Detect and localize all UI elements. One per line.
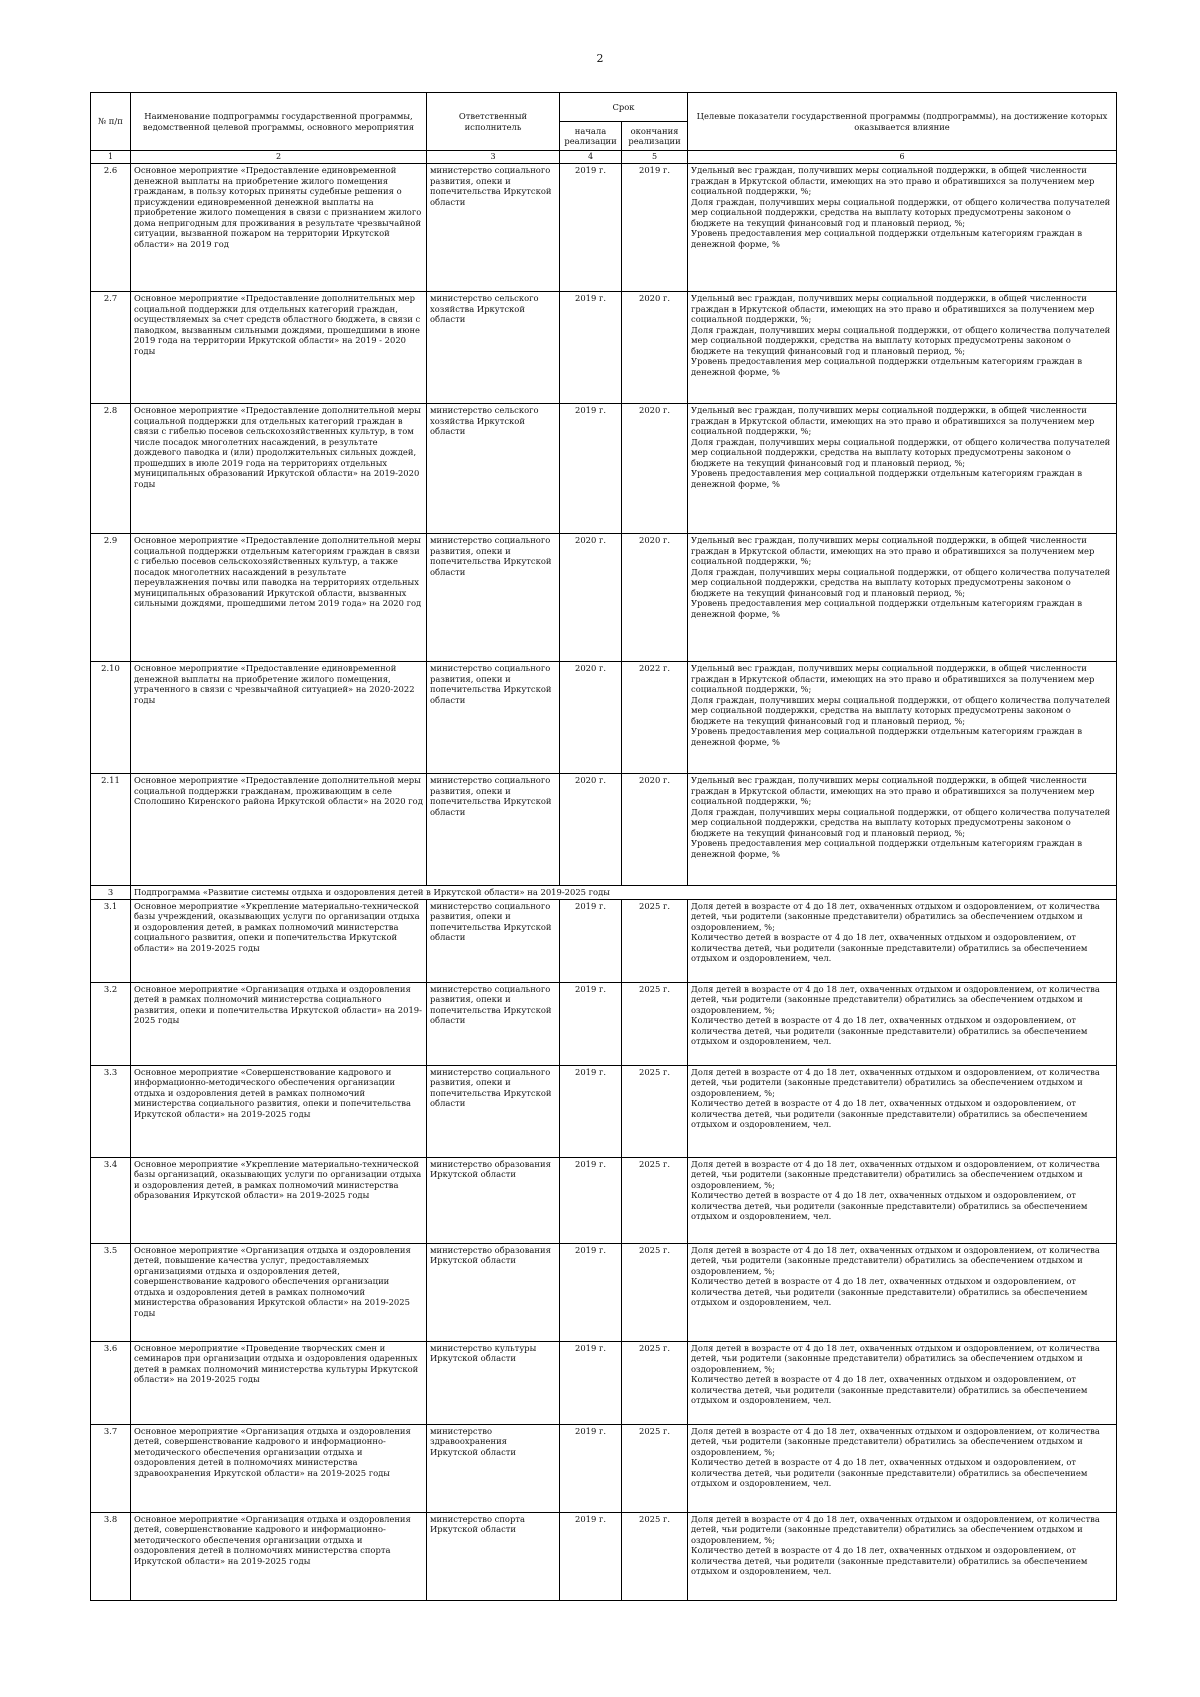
table-row xyxy=(91,774,1117,886)
row-indicators xyxy=(688,1341,1117,1424)
row-indicators xyxy=(688,1424,1117,1512)
indicator-text: Уровень предоставления мер социальной поддержки отдельным категориям граждан в денежной форме, % xyxy=(691,726,1083,747)
row-number: 2.7 xyxy=(91,292,131,404)
row-start-year: 2019 г. xyxy=(560,1065,622,1157)
row-indicators xyxy=(688,899,1117,982)
header-name: Наименование подпрограммы государственной программы, ведомственной целевой программы, основного мероприятия xyxy=(131,93,427,151)
row-end-year: 2020 г. xyxy=(622,292,688,404)
section-number: 3 xyxy=(91,886,131,900)
row-indicators xyxy=(688,982,1117,1065)
subprogram-3-rows xyxy=(91,899,1117,1600)
row-activity-name: Основное мероприятие «Организация отдыха и оздоровления детей, совершенствование кадрового и информационно-методического обеспечения организации отдыха и оздоровления детей в полномочиях министерства спорта Иркутской области» на 2019-2025 годы xyxy=(131,1512,427,1600)
row-end-year: 2025 г. xyxy=(622,1243,688,1341)
subprogram-2-rows xyxy=(91,164,1117,886)
column-number-row xyxy=(91,151,1117,164)
column-number: 4 xyxy=(560,151,622,164)
row-start-year: 2019 г. xyxy=(560,404,622,534)
row-activity-name: Основное мероприятие «Организация отдыха и оздоровления детей, совершенствование кадрового и информационно-методического обеспечения организации отдыха и оздоровления детей в полномочиях министерства здравоохранения Иркутской области» на 2019-2025 годы xyxy=(131,1424,427,1512)
row-indicators xyxy=(688,1157,1117,1243)
indicator-text: Доля детей в возрасте от 4 до 18 лет, охваченных отдыхом и оздоровлением, от количества детей, чьи родители (законные представители) обратились за обеспечением отдыхом и оздоровлением, %; xyxy=(691,1244,1100,1276)
column-number: 6 xyxy=(688,151,1117,164)
table-row xyxy=(91,292,1117,404)
section-title: Подпрограмма «Развитие системы отдыха и оздоровления детей в Иркутской области» на 2019-2025 годы xyxy=(131,886,1117,900)
row-executor: министерство социального развития, опеки и попечительства Иркутской области xyxy=(427,982,560,1065)
row-start-year: 2019 г. xyxy=(560,1512,622,1600)
row-executor: министерство социального развития, опеки и попечительства Иркутской области xyxy=(427,899,560,982)
row-indicators xyxy=(688,1512,1117,1600)
row-number: 2.9 xyxy=(91,534,131,662)
row-activity-name: Основное мероприятие «Предоставление единовременной денежной выплаты на приобретение жилого помещения, утраченного в связи с чрезвычайной ситуацией» на 2020-2022 годы xyxy=(131,662,427,774)
row-executor: министерство сельского хозяйства Иркутской области xyxy=(427,404,560,534)
column-number: 1 xyxy=(91,151,131,164)
row-start-year: 2019 г. xyxy=(560,1341,622,1424)
indicator-text: Доля детей в возрасте от 4 до 18 лет, охваченных отдыхом и оздоровлением, от количества детей, чьи родители (законные представители) обратились за обеспечением отдыхом и оздоровлением, %; xyxy=(691,1342,1100,1374)
row-start-year: 2019 г. xyxy=(560,899,622,982)
indicator-text: Удельный вес граждан, получивших меры социальной поддержки, в общей численности граждан в Иркутской области, имеющих на это право и обратившихся за получением мер социальной поддержки, %; xyxy=(691,165,1095,196)
indicator-text: Доля детей в возрасте от 4 до 18 лет, охваченных отдыхом и оздоровлением, от количества детей, чьи родители (законные представители) обратились за обеспечением отдыхом и оздоровлением, %; xyxy=(691,1066,1100,1098)
row-executor: министерство социального развития, опеки и попечительства Иркутской области xyxy=(427,774,560,886)
row-number: 2.11 xyxy=(91,774,131,886)
row-number: 3.1 xyxy=(91,899,131,982)
row-executor: министерство социального развития, опеки и попечительства Иркутской области xyxy=(427,534,560,662)
row-executor: министерство сельского хозяйства Иркутской области xyxy=(427,292,560,404)
indicator-text: Количество детей в возрасте от 4 до 18 лет, охваченных отдыхом и оздоровлением, от количества детей, чьи родители (законные представители) обратились за обеспечением отдыхом и оздоровлением, чел. xyxy=(691,1374,1088,1405)
row-indicators xyxy=(688,292,1117,404)
row-indicators xyxy=(688,774,1117,886)
row-number: 2.8 xyxy=(91,404,131,534)
header-end: окончания реализации xyxy=(622,122,688,151)
row-start-year: 2020 г. xyxy=(560,534,622,662)
row-number: 3.5 xyxy=(91,1243,131,1341)
indicator-text: Удельный вес граждан, получивших меры социальной поддержки, в общей численности граждан в Иркутской области, имеющих на это право и обратившихся за получением мер социальной поддержки, %; xyxy=(691,293,1095,324)
indicator-text: Уровень предоставления мер социальной поддержки отдельным категориям граждан в денежной форме, % xyxy=(691,838,1083,859)
indicator-text: Доля граждан, получивших меры социальной поддержки, от общего количества получателей мер социальной поддержки, средства на выплату которых предусмотрены законом о бюджете на текущий финансовый год и плановый период, %; xyxy=(691,806,1111,838)
row-activity-name: Основное мероприятие «Организация отдыха и оздоровления детей в рамках полномочий министерства социального развития, опеки и попечительства Иркутской области» на 2019-2025 годы xyxy=(131,982,427,1065)
column-number: 5 xyxy=(622,151,688,164)
row-number: 3.8 xyxy=(91,1512,131,1600)
indicator-text: Удельный вес граждан, получивших меры социальной поддержки, в общей численности граждан в Иркутской области, имеющих на это право и обратившихся за получением мер социальной поддержки, %; xyxy=(691,775,1095,806)
row-end-year: 2025 г. xyxy=(622,982,688,1065)
row-end-year: 2020 г. xyxy=(622,404,688,534)
indicator-text: Удельный вес граждан, получивших меры социальной поддержки, в общей численности граждан в Иркутской области, имеющих на это право и обратившихся за получением мер социальной поддержки, %; xyxy=(691,405,1095,436)
table-row xyxy=(91,534,1117,662)
row-end-year: 2020 г. xyxy=(622,534,688,662)
row-number: 2.10 xyxy=(91,662,131,774)
table-row xyxy=(91,1157,1117,1243)
row-number: 3.7 xyxy=(91,1424,131,1512)
table-row xyxy=(91,899,1117,982)
indicator-text: Доля граждан, получивших меры социальной поддержки, от общего количества получателей мер социальной поддержки, средства на выплату которых предусмотрены законом о бюджете на текущий финансовый год и плановый период, %; xyxy=(691,436,1111,468)
indicator-text: Доля граждан, получивших меры социальной поддержки, от общего количества получателей мер социальной поддержки, средства на выплату которых предусмотрены законом о бюджете на текущий финансовый год и плановый период, %; xyxy=(691,694,1111,726)
indicator-text: Уровень предоставления мер социальной поддержки отдельным категориям граждан в денежной форме, % xyxy=(691,598,1083,619)
row-start-year: 2019 г. xyxy=(560,1243,622,1341)
indicator-text: Количество детей в возрасте от 4 до 18 лет, охваченных отдыхом и оздоровлением, от количества детей, чьи родители (законные представители) обратились за обеспечением отдыхом и оздоровлением, чел. xyxy=(691,1190,1088,1221)
indicator-text: Количество детей в возрасте от 4 до 18 лет, охваченных отдыхом и оздоровлением, от количества детей, чьи родители (законные представители) обратились за обеспечением отдыхом и оздоровлением, чел. xyxy=(691,1015,1088,1046)
row-activity-name: Основное мероприятие «Проведение творческих смен и семинаров при организации отдыха и оздоровления одаренных детей в рамках полномочий министерства культуры Иркутской области» на 2019-2025 годы xyxy=(131,1341,427,1424)
row-indicators xyxy=(688,534,1117,662)
row-end-year: 2025 г. xyxy=(622,899,688,982)
row-start-year: 2019 г. xyxy=(560,292,622,404)
indicator-text: Количество детей в возрасте от 4 до 18 лет, охваченных отдыхом и оздоровлением, от количества детей, чьи родители (законные представители) обратились за обеспечением отдыхом и оздоровлением, чел. xyxy=(691,1545,1088,1576)
indicator-text: Доля граждан, получивших меры социальной поддержки, от общего количества получателей мер социальной поддержки, средства на выплату которых предусмотрены законом о бюджете на текущий финансовый год и плановый период, %; xyxy=(691,566,1111,598)
indicator-text: Доля граждан, получивших меры социальной поддержки, от общего количества получателей мер социальной поддержки, средства на выплату которых предусмотрены законом о бюджете на текущий финансовый год и плановый период, %; xyxy=(691,324,1111,356)
indicator-text: Доля детей в возрасте от 4 до 18 лет, охваченных отдыхом и оздоровлением, от количества детей, чьи родители (законные представители) обратились за обеспечением отдыхом и оздоровлением, %; xyxy=(691,900,1100,932)
row-executor: министерство образования Иркутской области xyxy=(427,1243,560,1341)
row-end-year: 2025 г. xyxy=(622,1341,688,1424)
row-activity-name: Основное мероприятие «Предоставление единовременной денежной выплаты на приобретение жилого помещения гражданам, в пользу которых приняты судебные решения о присуждении единовременной денежной выплаты на приобретение жилого помещения в связи с признанием жилого дома непригодным для проживания в результате чрезвычайной ситуации, вызванной пожаром на территории Иркутской области» на 2019 год xyxy=(131,164,427,292)
header-executor: Ответственный исполнитель xyxy=(427,93,560,151)
row-number: 2.6 xyxy=(91,164,131,292)
indicator-text: Доля детей в возрасте от 4 до 18 лет, охваченных отдыхом и оздоровлением, от количества детей, чьи родители (законные представители) обратились за обеспечением отдыхом и оздоровлением, %; xyxy=(691,983,1100,1015)
indicator-text: Количество детей в возрасте от 4 до 18 лет, охваченных отдыхом и оздоровлением, от количества детей, чьи родители (законные представители) обратились за обеспечением отдыхом и оздоровлением, чел. xyxy=(691,1098,1088,1129)
header-indicators: Целевые показатели государственной программы (подпрограммы), на достижение которых оказывается влияние xyxy=(688,93,1117,151)
row-end-year: 2025 г. xyxy=(622,1065,688,1157)
row-start-year: 2019 г. xyxy=(560,1424,622,1512)
row-end-year: 2025 г. xyxy=(622,1424,688,1512)
page-number: 2 xyxy=(596,52,604,65)
row-activity-name: Основное мероприятие «Предоставление дополнительной меры социальной поддержки отдельным категориям граждан в связи с гибелью посевов сельскохозяйственных культур, а также посадок многолетних насаждений в результате переувлажнения почвы или паводка на территориях отдельных муниципальных образований Иркутской области, вызванных сильными дождями, прошедшими летом 2019 года» на 2020 год xyxy=(131,534,427,662)
header-start: начала реализации xyxy=(560,122,622,151)
row-activity-name: Основное мероприятие «Предоставление дополнительных мер социальной поддержки для отдельных категорий граждан, осуществляемых за счет средств областного бюджета, в связи с паводком, вызванным сильными дождями, прошедшими в июне 2019 года на территории Иркутской области» на 2019 - 2020 годы xyxy=(131,292,427,404)
subprogram-3-heading xyxy=(91,886,1117,900)
row-indicators xyxy=(688,164,1117,292)
indicator-text: Количество детей в возрасте от 4 до 18 лет, охваченных отдыхом и оздоровлением, от количества детей, чьи родители (законные представители) обратились за обеспечением отдыхом и оздоровлением, чел. xyxy=(691,932,1088,963)
header-number: № п/п xyxy=(91,93,131,151)
header-row-1 xyxy=(91,93,1117,122)
row-executor: министерство социального развития, опеки и попечительства Иркутской области xyxy=(427,1065,560,1157)
row-number: 3.4 xyxy=(91,1157,131,1243)
column-number: 3 xyxy=(427,151,560,164)
row-end-year: 2020 г. xyxy=(622,774,688,886)
row-activity-name: Основное мероприятие «Предоставление дополнительной меры социальной поддержки гражданам, проживающим в селе Сполошино Киренского района Иркутской области» на 2020 год xyxy=(131,774,427,886)
row-number: 3.3 xyxy=(91,1065,131,1157)
indicator-text: Количество детей в возрасте от 4 до 18 лет, охваченных отдыхом и оздоровлением, от количества детей, чьи родители (законные представители) обратились за обеспечением отдыхом и оздоровлением, чел. xyxy=(691,1457,1088,1488)
table-row xyxy=(91,662,1117,774)
row-indicators xyxy=(688,1065,1117,1157)
indicator-text: Уровень предоставления мер социальной поддержки отдельным категориям граждан в денежной форме, % xyxy=(691,356,1083,377)
row-start-year: 2019 г. xyxy=(560,1157,622,1243)
indicator-text: Доля детей в возрасте от 4 до 18 лет, охваченных отдыхом и оздоровлением, от количества детей, чьи родители (законные представители) обратились за обеспечением отдыхом и оздоровлением, %; xyxy=(691,1158,1100,1190)
row-activity-name: Основное мероприятие «Укрепление материально-технической базы организаций, оказывающих услуги по организации отдыха и оздоровления детей, в рамках полномочий министерства образования Иркутской области» на 2019-2025 годы xyxy=(131,1157,427,1243)
row-end-year: 2025 г. xyxy=(622,1512,688,1600)
table-row xyxy=(91,1512,1117,1600)
row-executor: министерство социального развития, опеки и попечительства Иркутской области xyxy=(427,164,560,292)
row-start-year: 2020 г. xyxy=(560,774,622,886)
row-executor: министерство образования Иркутской области xyxy=(427,1157,560,1243)
row-executor: министерство культуры Иркутской области xyxy=(427,1341,560,1424)
row-number: 3.2 xyxy=(91,982,131,1065)
row-end-year: 2019 г. xyxy=(622,164,688,292)
row-start-year: 2019 г. xyxy=(560,164,622,292)
indicator-text: Удельный вес граждан, получивших меры социальной поддержки, в общей численности граждан в Иркутской области, имеющих на это право и обратившихся за получением мер социальной поддержки, %; xyxy=(691,535,1095,566)
indicator-text: Доля граждан, получивших меры социальной поддержки, от общего количества получателей мер социальной поддержки, средства на выплату которых предусмотрены законом о бюджете на текущий финансовый год и плановый период, %; xyxy=(691,196,1111,228)
row-indicators xyxy=(688,1243,1117,1341)
row-activity-name: Основное мероприятие «Организация отдыха и оздоровления детей, повышение качества услуг, предоставляемых организациями отдыха и оздоровления детей, совершенствование кадрового обеспечения организации отдыха и оздоровления детей в рамках полномочий министерства образования Иркутской области» на 2019-2025 годы xyxy=(131,1243,427,1341)
row-activity-name: Основное мероприятие «Совершенствование кадрового и информационно-методического обеспечения организации отдыха и оздоровления детей в рамках полномочий министерства социального развития, опеки и попечительства Иркутской области» на 2019-2025 годы xyxy=(131,1065,427,1157)
table-row xyxy=(91,404,1117,534)
row-activity-name: Основное мероприятие «Предоставление дополнительной меры социальной поддержки для отдельных категорий граждан в связи с гибелью посевов сельскохозяйственных культур, в том числе посадок многолетних насаждений, в результате дождевого паводка и (или) продолжительных сильных дождей, прошедших в июле 2019 года на территориях отдельных муниципальных образований Иркутской области» на 2019-2020 годы xyxy=(131,404,427,534)
header-term: Срок xyxy=(560,93,688,122)
row-start-year: 2019 г. xyxy=(560,982,622,1065)
row-executor: министерство спорта Иркутской области xyxy=(427,1512,560,1600)
column-number: 2 xyxy=(131,151,427,164)
indicator-text: Доля детей в возрасте от 4 до 18 лет, охваченных отдыхом и оздоровлением, от количества детей, чьи родители (законные представители) обратились за обеспечением отдыхом и оздоровлением, %; xyxy=(691,1425,1100,1457)
table-row xyxy=(91,982,1117,1065)
row-activity-name: Основное мероприятие «Укрепление материально-технической базы учреждений, оказывающих услуги по организации отдыха и оздоровления детей, в рамках полномочий министерства социального развития, опеки и попечительства Иркутской области» на 2019-2025 годы xyxy=(131,899,427,982)
row-end-year: 2022 г. xyxy=(622,662,688,774)
indicator-text: Доля детей в возрасте от 4 до 18 лет, охваченных отдыхом и оздоровлением, от количества детей, чьи родители (законные представители) обратились за обеспечением отдыхом и оздоровлением, %; xyxy=(691,1513,1100,1545)
program-table xyxy=(90,92,1117,1601)
row-number: 3.6 xyxy=(91,1341,131,1424)
row-executor: министерство социального развития, опеки и попечительства Иркутской области xyxy=(427,662,560,774)
indicator-text: Количество детей в возрасте от 4 до 18 лет, охваченных отдыхом и оздоровлением, от количества детей, чьи родители (законные представители) обратились за обеспечением отдыхом и оздоровлением, чел. xyxy=(691,1276,1088,1307)
row-indicators xyxy=(688,662,1117,774)
row-executor: министерство здравоохранения Иркутской области xyxy=(427,1424,560,1512)
table-row xyxy=(91,1065,1117,1157)
indicator-text: Уровень предоставления мер социальной поддержки отдельным категориям граждан в денежной форме, % xyxy=(691,468,1083,489)
table-row xyxy=(91,1341,1117,1424)
table-row xyxy=(91,1424,1117,1512)
table-row xyxy=(91,1243,1117,1341)
indicator-text: Удельный вес граждан, получивших меры социальной поддержки, в общей численности граждан в Иркутской области, имеющих на это право и обратившихся за получением мер социальной поддержки, %; xyxy=(691,663,1095,694)
row-indicators xyxy=(688,404,1117,534)
row-start-year: 2020 г. xyxy=(560,662,622,774)
row-end-year: 2025 г. xyxy=(622,1157,688,1243)
table-row xyxy=(91,164,1117,292)
section-row xyxy=(91,886,1117,900)
indicator-text: Уровень предоставления мер социальной поддержки отдельным категориям граждан в денежной форме, % xyxy=(691,228,1083,249)
